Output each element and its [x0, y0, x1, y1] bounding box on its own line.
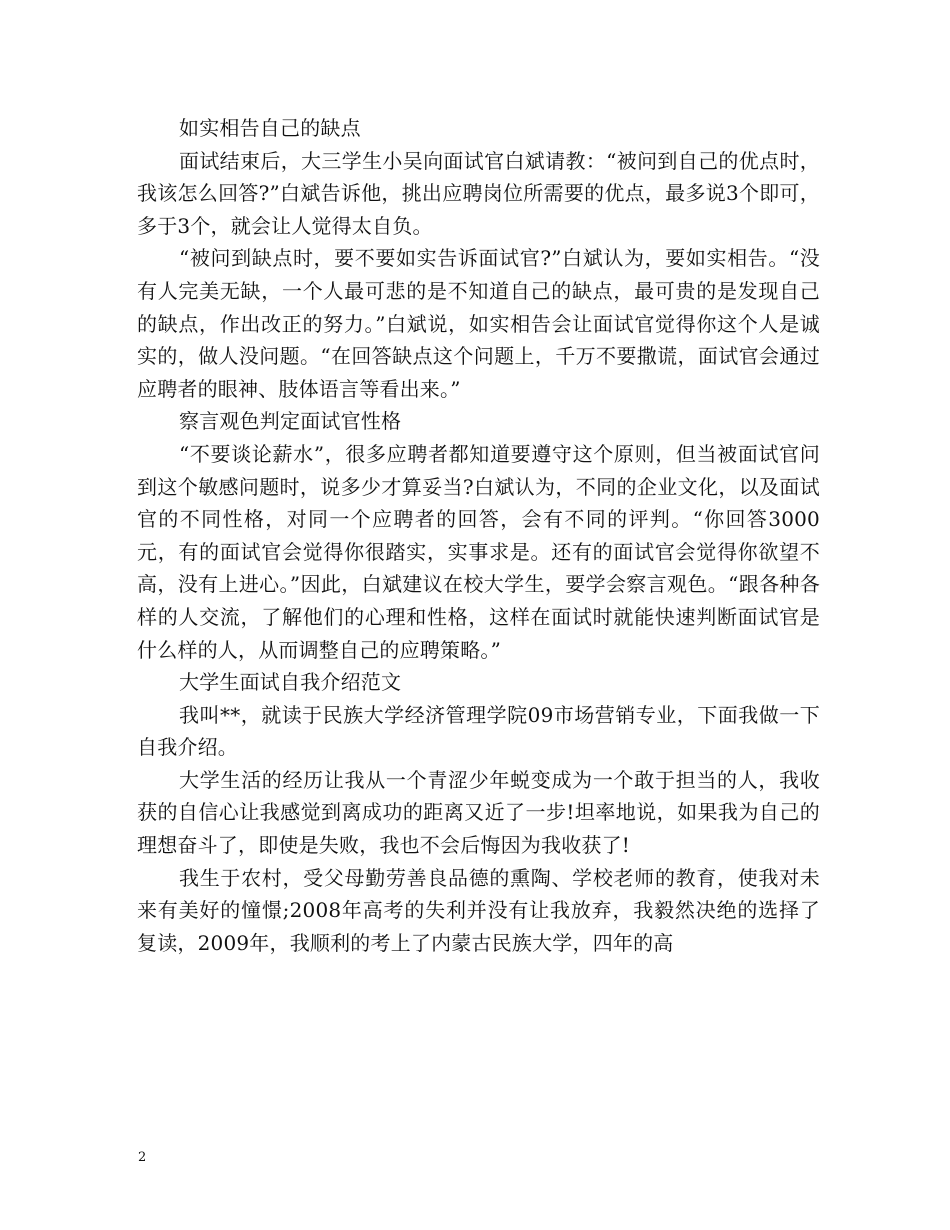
- section-heading-shortcomings: 如实相告自己的缺点: [179, 116, 361, 140]
- paragraph: “不要谈论薪水”，很多应聘者都知道要遵守这个原则，但当被面试官问到这个敏感问题时，说多少才算妥当?白斌认为，不同的企业文化，以及面试官的不同性格，对同一个应聘者的回答，会有不同的评判。“你回答3000元，有的面试官会觉得你很踏实，实事求是。还有的面试官会觉得你欲望不高，没有上进心。”因此，白斌建议在校大学生，要学会察言观色。“跟各种各样的人交流，了解他们的心理和性格，这样在面试时就能快速判断面试官是什么样的人，从而调整自己的应聘策略。”: [137, 441, 820, 662]
- paragraph: 大学生活的经历让我从一个青涩少年蜕变成为一个敢于担当的人，我收获的自信心让我感觉到离成功的距离又近了一步!坦率地说，如果我为自己的理想奋斗了，即使是失败，我也不会后悔因为我收获了!: [137, 767, 820, 858]
- paragraph: 我叫**，就读于民族大学经济管理学院09市场营销专业，下面我做一下自我介绍。: [137, 702, 820, 760]
- paragraph: “被问到缺点时，要不要如实告诉面试官?”白斌认为，要如实相告。“没有人完美无缺，一个人最可悲的是不知道自己的缺点，最可贵的是发现自己的缺点，作出改正的努力。”白斌说，如实相告会让面试官觉得你这个人是诚实的，做人没问题。“在回答缺点这个问题上，千万不要撒谎，面试官会通过应聘者的眼神、肢体语言等看出来。”: [137, 246, 820, 401]
- paragraph: 我生于农村，受父母勤劳善良品德的熏陶、学校老师的教育，使我对未来有美好的憧憬;2008年高考的失利并没有让我放弃，我毅然决绝的选择了复读，2009年，我顺利的考上了内蒙古民族大学，四年的高: [137, 865, 820, 955]
- page-number: 2: [138, 1150, 147, 1165]
- body-text: [137, 112, 820, 959]
- paragraph: 面试结束后，大三学生小吴向面试官白斌请教：“被问到自己的优点时，我该怎么回答?”白斌告诉他，挑出应聘岗位所需要的优点，最多说3个即可，多于3个，就会让人觉得太自负。: [137, 148, 820, 238]
- section-heading-observe-interviewer: 察言观色判定面试官性格: [179, 409, 402, 434]
- section-heading-self-introduction: 大学生面试自我介绍范文: [179, 670, 402, 695]
